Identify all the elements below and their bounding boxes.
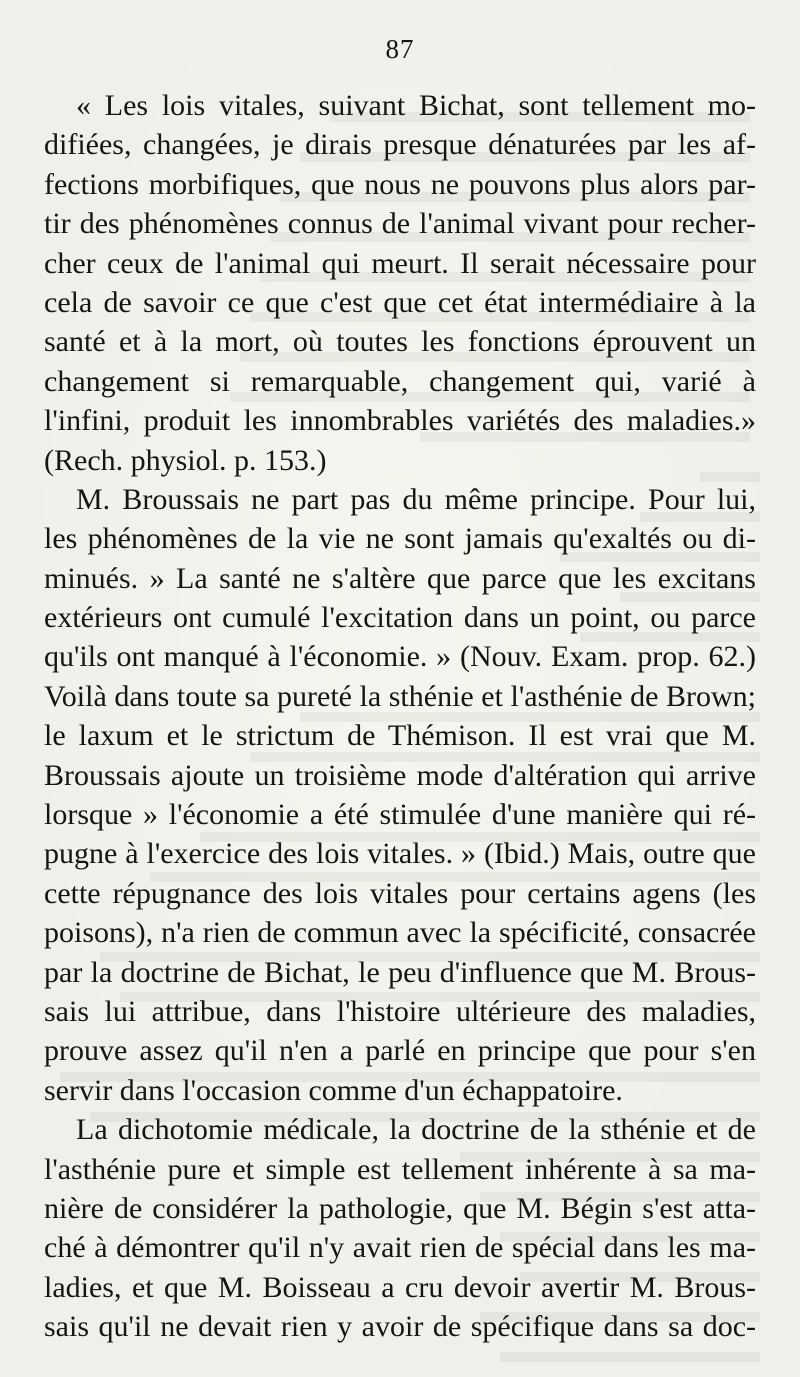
text-line: M. Broussais ne part pas du même principe. Pour lui,: [76, 482, 756, 516]
page-number: 87: [385, 34, 415, 64]
text-line: La dichotomie médicale, la doctrine de la sthénie et de: [76, 1113, 756, 1147]
text-line: santé et à la mort, où toutes les fonctions éprouvent un: [44, 325, 756, 359]
text-line: lorsque » l'économie a été stimulée d'une manière qui ré-: [44, 798, 756, 832]
paragraph-1: [44, 86, 756, 480]
text-line: tir des phénomènes connus de l'animal vivant pour recher-: [44, 207, 756, 241]
text-line: difiées, changées, je dirais presque dénaturées par les af-: [44, 128, 756, 162]
text-line: pugne à l'exercice des lois vitales. » (Ibid.) Mais, outre que: [44, 837, 756, 871]
text-line: les phénomènes de la vie ne sont jamais qu'exaltés ou di-: [44, 522, 756, 556]
text-line: l'asthénie pure et simple est tellement inhérente à sa ma-: [44, 1152, 756, 1186]
body-text: [44, 86, 756, 1347]
text-line: cette répugnance des lois vitales pour certains agens (les: [44, 876, 756, 910]
text-line: Broussais ajoute un troisième mode d'altération qui arrive: [44, 758, 756, 792]
text-line: cela de savoir ce que c'est que cet état intermédiaire à la: [44, 285, 756, 319]
text-line: par la doctrine de Bichat, le peu d'influence que M. Brous-: [44, 955, 756, 989]
text-line: cher ceux de l'animal qui meurt. Il serait nécessaire pour: [44, 246, 756, 280]
text-line: fections morbifiques, que nous ne pouvons plus alors par-: [44, 167, 756, 201]
text-line: l'infini, produit les innombrables variétés des maladies.»: [44, 404, 756, 438]
citation-line: (Rech. physiol. p. 153.): [44, 443, 327, 477]
text-line: prouve assez qu'il n'en a parlé en principe que pour s'en: [44, 1034, 756, 1068]
text-line: ché à démontrer qu'il n'y avait rien de spécial dans les ma-: [44, 1231, 756, 1265]
text-line: qu'ils ont manqué à l'économie. » (Nouv. Exam. prop. 62.): [44, 640, 756, 674]
text-line: poisons), n'a rien de commun avec la spécificité, consacrée: [44, 916, 756, 950]
paragraph-3: [44, 1110, 756, 1346]
text-line: servir dans l'occasion comme d'un échappatoire.: [44, 1073, 623, 1107]
text-line: le laxum et le strictum de Thémison. Il est vrai que M.: [44, 719, 756, 753]
text-line: extérieurs ont cumulé l'excitation dans un point, ou parce: [44, 601, 756, 635]
text-line: ladies, et que M. Boisseau a cru devoir avertir M. Brous-: [44, 1270, 756, 1304]
paragraph-2: [44, 480, 756, 1110]
text-line: « Les lois vitales, suivant Bichat, sont tellement mo-: [76, 89, 756, 122]
text-line: changement si remarquable, changement qui, varié à: [44, 364, 756, 398]
text-line: nière de considérer la pathologie, que M. Bégin s'est atta-: [44, 1191, 756, 1225]
text-line: Voilà dans toute sa pureté la sthénie et l'asthénie de Brown;: [44, 679, 756, 713]
text-line: sais qu'il ne devait rien y avoir de spécifique dans sa doc-: [44, 1310, 756, 1344]
text-line: minués. » La santé ne s'altère que parce que les excitans: [44, 561, 756, 595]
text-line: sais lui attribue, dans l'histoire ultérieure des maladies,: [44, 994, 756, 1028]
